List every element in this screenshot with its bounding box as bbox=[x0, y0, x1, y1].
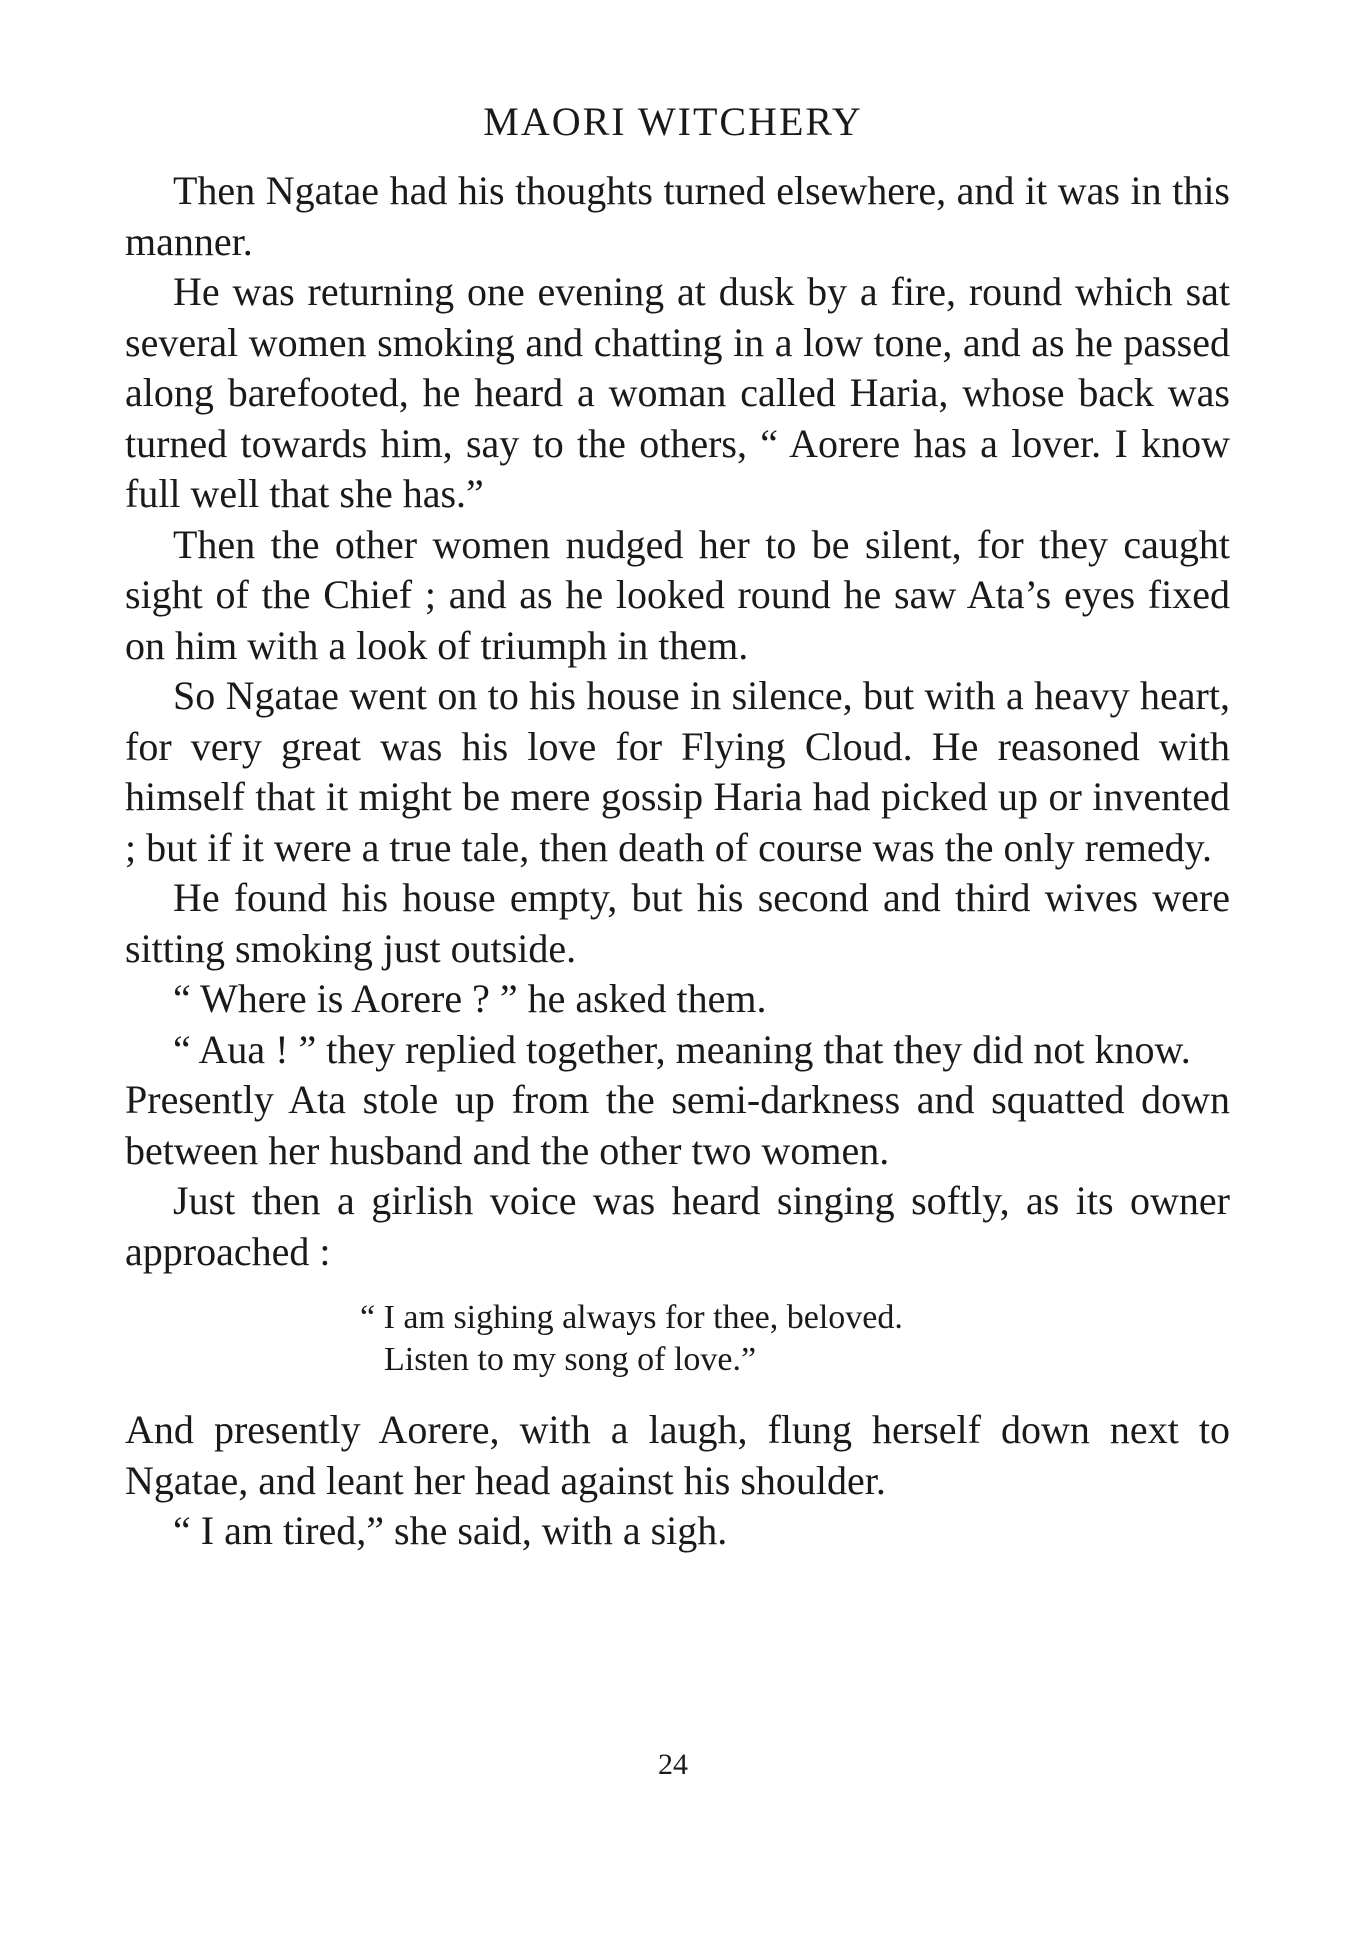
paragraph: “ Where is Aorere ? ” he asked them. bbox=[173, 976, 767, 1021]
page-number: 24 bbox=[658, 1748, 688, 1781]
paragraph: “ I am tired,” she said, with a sigh. bbox=[173, 1508, 728, 1553]
paragraph: Just then a girlish voice was heard singing softly, as its owner approached : bbox=[125, 1178, 1230, 1274]
paragraph: Then Ngatae had his thoughts turned elsewhere, and it was in this manner. bbox=[125, 168, 1230, 264]
paragraph: He found his house empty, but his second and third wives were sitting smoking just outside. bbox=[125, 875, 1230, 971]
paragraph: So Ngatae went on to his house in silence, but with a heavy heart, for very great was his love for Flying Cloud. He reasoned with himself that it might be mere gossip Haria had picked up or invented ; but if it were a true tale, then death of course was the only remedy. bbox=[125, 673, 1230, 870]
paragraph: Presently Ata stole up from the semi-darkness and squatted down between her husband and the other two women. bbox=[125, 1077, 1230, 1173]
song-verse bbox=[125, 1297, 1230, 1381]
verse-line: “ I am sighing always for thee, beloved. bbox=[360, 1299, 903, 1336]
running-head: MAORI WITCHERY bbox=[483, 99, 863, 144]
paragraph: “ Aua ! ” they replied together, meaning that they did not know. bbox=[173, 1026, 1191, 1072]
body-text bbox=[125, 166, 1230, 1557]
paragraph: He was returning one evening at dusk by a fire, round which sat several women smoking and chatting in a low tone, and as he passed along barefooted, he heard a woman called Haria, whose back was turned towards him, say to the others, “ Aorere has a lover. I know full well that she has.” bbox=[125, 269, 1230, 516]
paragraph: Then the other women nudged her to be silent, for they caught sight of the Chief ; and as he looked round he saw Ata’s eyes fixed on him with a look of triumph in them. bbox=[125, 521, 1230, 668]
paragraph: And presently Aorere, with a laugh, flung herself down next to Ngatae, and leant her head against his shoulder. bbox=[125, 1407, 1230, 1503]
verse-line: Listen to my song of love.” bbox=[384, 1341, 757, 1378]
